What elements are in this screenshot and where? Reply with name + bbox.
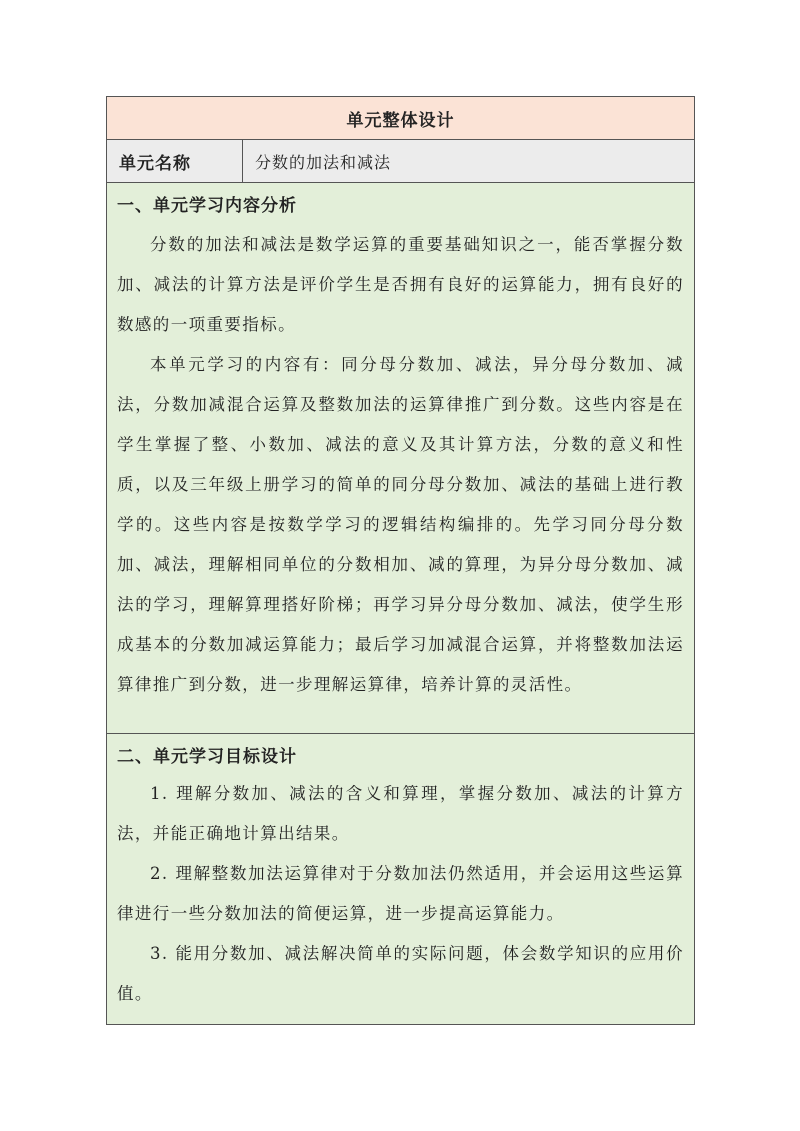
learning-goal-item: 3. 能用分数加、减法解决简单的实际问题，体会数学知识的应用价值。 bbox=[117, 944, 684, 1003]
content-analysis-paragraph: 分数的加法和减法是数学运算的重要基础知识之一，能否掌握分数加、减法的计算方法是评价学生是否拥有良好的运算能力，拥有良好的数感的一项重要指标。 bbox=[117, 235, 684, 334]
content-analysis-paragraph: 本单元学习的内容有：同分母分数加、减法，异分母分数加、减法，分数加减混合运算及整数加法的运算律推广到分数。这些内容是在学生掌握了整、小数加、减法的意义及其计算方法，分数的意义和性质，以及三年级上册学习的简单的同分母分数加、减法的基础上进行教学的。这些内容是按数学学习的逻辑结构编排的。先学习同分母分数加、减法，理解相同单位的分数相加、减的算理，为异分母分数加、减法的学习，理解算理搭好阶梯；再学习异分母分数加、减法，使学生形成基本的分数加减运算能力；最后学习加减混合运算，并将整数加法运算律推广到分数，进一步理解运算律，培养计算的灵活性。 bbox=[117, 355, 684, 694]
learning-goal-item: 1. 理解分数加、减法的含义和算理，掌握分数加、减法的计算方法，并能正确地计算出结果。 bbox=[117, 784, 684, 843]
unit-design-table bbox=[106, 96, 695, 1025]
content-analysis-heading: 一、单元学习内容分析 bbox=[117, 196, 297, 216]
content-analysis-section bbox=[107, 183, 695, 734]
unit-name-label: 单元名称 bbox=[107, 140, 243, 183]
learning-goals-section bbox=[107, 734, 695, 1025]
unit-name-value: 分数的加法和减法 bbox=[243, 140, 695, 183]
learning-goals-heading: 二、单元学习目标设计 bbox=[117, 747, 297, 767]
learning-goal-item: 2. 理解整数加法运算律对于分数加法仍然适用，并会运用这些运算律进行一些分数加法的简便运算，进一步提高运算能力。 bbox=[117, 864, 684, 923]
table-title: 单元整体设计 bbox=[107, 97, 695, 140]
